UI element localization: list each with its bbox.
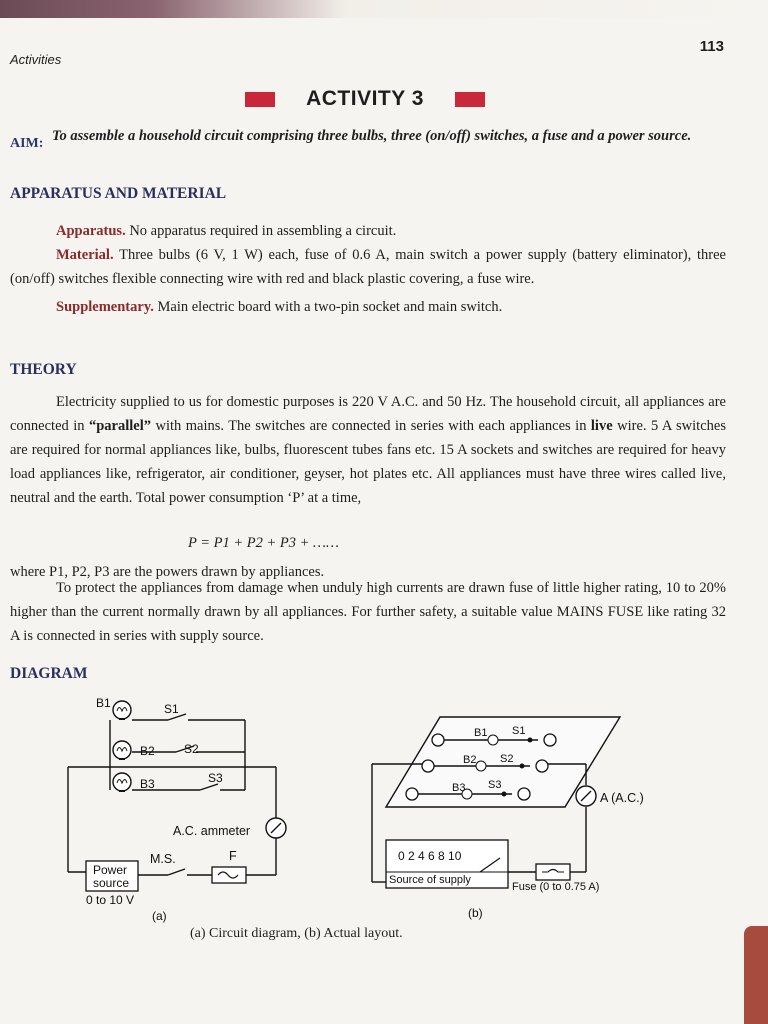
label-ammeter-b: A (A.C.) <box>600 791 644 805</box>
bulb-b1-icon <box>113 701 131 719</box>
supplementary-text: Main electric board with a two-pin socket and main switch. <box>157 299 503 315</box>
theory-p1-b: with mains. The switches are connected in series with each appliances in <box>151 418 591 434</box>
theory-p1-c: wire. 5 A switches are required for normal appliances like, bulbs, fluorescent tubes fans etc. 15 A sockets and switches are required for heavy load appliances like, refrigerator, air conditioner, geyser, hot plates etc. All appliances must have three wires called live, neutral and the earth. Total power consumption ‘P’ at a time, <box>10 418 726 506</box>
circuit-diagram-a <box>68 714 276 875</box>
activity-title: ACTIVITY 3 <box>306 87 424 110</box>
apparatus-line <box>10 219 726 243</box>
fuse-b-icon <box>536 864 570 880</box>
diagram-heading: DIAGRAM <box>10 665 88 682</box>
sub-label-b: (b) <box>468 906 483 920</box>
supplementary-line <box>10 295 726 319</box>
theory-p3-text: To protect the appliances from damage when unduly high currents are drawn fuse of little higher rating, 10 to 20% higher than the current normally drawn by all appliances. For further safety, a suitable value MAINS FUSE like rating 32 A is connected in series with supply source. <box>10 580 726 644</box>
bulb-b2-icon <box>113 741 131 759</box>
theory-paragraph-3 <box>10 576 726 648</box>
material-text: Three bulbs (6 V, 1 W) each, fuse of 0.6 A, main switch a power supply (battery eliminator), three (on/off) switches flexible connecting wire with red and black plastic covering, a fuse wire. <box>10 247 726 287</box>
top-photo-band <box>0 0 768 18</box>
title-right-block <box>455 92 485 107</box>
page-number: 113 <box>699 38 724 55</box>
label-s3-a: S3 <box>208 771 223 785</box>
title-left-block <box>245 92 275 107</box>
running-head: Activities <box>10 52 62 67</box>
page-edge-tab <box>744 926 768 1024</box>
label-power: Power <box>93 863 128 877</box>
label-ammeter-a: A.C. ammeter <box>173 824 251 838</box>
label-fuse-a: F <box>229 849 237 863</box>
label-s3-b: S3 <box>488 779 502 791</box>
apparatus-heading: APPARATUS AND MATERIAL <box>10 185 227 202</box>
fuse-a-icon <box>212 867 246 883</box>
apparatus-block <box>10 219 726 319</box>
theory-paragraph-1 <box>10 390 726 510</box>
label-s1-a: S1 <box>164 702 179 716</box>
bulb-b3-icon <box>113 773 131 791</box>
theory-paragraph-2: where P1, P2, P3 are the powers drawn by appliances. <box>10 564 325 580</box>
theory-heading: THEORY <box>10 361 77 378</box>
live-word: live <box>590 418 613 434</box>
label-ms: M.S. <box>150 852 176 866</box>
label-s2-b: S2 <box>500 753 514 765</box>
label-s1-b: S1 <box>512 725 526 737</box>
apparatus-text: No apparatus required in assembling a circuit. <box>129 223 397 239</box>
supplementary-label: Supplementary. <box>56 299 154 315</box>
label-range: 0 to 10 V <box>86 893 135 907</box>
sub-label-a: (a) <box>152 909 167 923</box>
bulb-b1-b-icon <box>488 735 498 745</box>
aim-label: AIM: <box>10 136 44 151</box>
material-line <box>10 243 726 291</box>
label-s2-a: S2 <box>184 742 199 756</box>
theory-p1-a: Electricity supplied to us for domestic purposes is 220 V A.C. and 50 Hz. The household circuit, all appliances are connected in <box>10 394 726 434</box>
label-source: source <box>93 876 130 890</box>
figure-caption: (a) Circuit diagram, (b) Actual layout. <box>190 926 403 941</box>
label-b3-a: B3 <box>140 777 155 791</box>
label-b1-a: B1 <box>96 696 111 710</box>
aim-text: To assemble a household circuit comprising three bulbs, three (on/off) switches, a fuse and a power source. <box>52 128 692 144</box>
label-b2-a: B2 <box>140 744 155 758</box>
label-source-supply: Source of supply <box>389 874 471 886</box>
activity-title-bar <box>245 86 485 112</box>
label-fuse-b: Fuse (0 to 0.75 A) <box>512 881 600 893</box>
circuit-diagrams <box>0 690 768 926</box>
label-b3-b: B3 <box>452 782 466 794</box>
apparatus-label: Apparatus. <box>56 223 126 239</box>
dial-scale: 0 2 4 6 8 10 <box>398 849 462 863</box>
bulb-b2-b-icon <box>476 761 486 771</box>
power-formula: P = P1 + P2 + P3 + …… <box>188 535 339 551</box>
parallel-word: “parallel” <box>88 418 152 434</box>
label-b2-b: B2 <box>463 754 477 766</box>
material-label: Material. <box>56 247 114 263</box>
label-b1-b: B1 <box>474 727 488 739</box>
